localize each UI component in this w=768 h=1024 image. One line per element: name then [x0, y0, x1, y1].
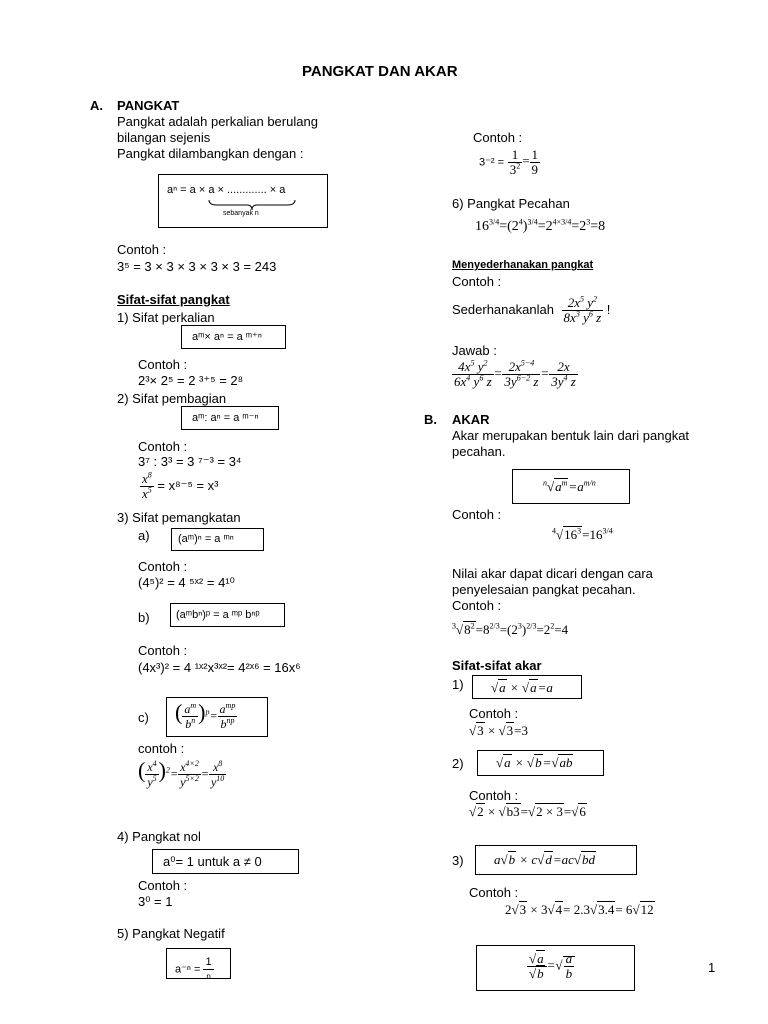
- fraction-denominator: n: [206, 972, 211, 981]
- sifat-pangkat-heading: Sifat-sifat pangkat: [117, 292, 230, 307]
- akar-prop-4-box: [476, 945, 635, 991]
- pangkat-nol-label: 4) Pangkat nol: [117, 829, 201, 844]
- negative-exponent-example: 3⁻² = $\frac{1}{3^2}$ = $\frac{1}{9}$: [479, 147, 539, 177]
- akar-prop-3-formula: a√b × c√d=ac√bd: [494, 852, 596, 867]
- sifat-perkalian-formula: aᵐ× aⁿ = a ᵐ⁺ⁿ: [192, 331, 262, 343]
- contoh-label: Contoh :: [117, 242, 167, 257]
- contoh-label: Contoh :: [452, 598, 502, 613]
- akar-intro-2: pecahan.: [452, 444, 506, 459]
- pangkat-negatif-label: 5) Pangkat Negatif: [117, 926, 225, 941]
- contoh-label: Contoh :: [452, 274, 502, 289]
- contoh-label: Contoh :: [452, 507, 502, 522]
- simplify-question: Sederhanakanlah $\frac{2x^5 y^2}{8x^3 y^6 z}$ !: [452, 294, 611, 325]
- sub-item-b-label: b): [138, 610, 150, 625]
- contoh-label: Contoh :: [138, 643, 188, 658]
- section-a-heading: PANGKAT: [117, 98, 180, 113]
- sifat-pembagian-formula: aᵐ: aⁿ = a ᵐ⁻ⁿ: [192, 412, 259, 424]
- pemangkatan-c-formula: ( $\frac{a^m}{b^n}$ )$^p$= $a^{mp}$ $b^{np}$: [175, 699, 236, 731]
- pangkat-pecahan-example: $16^{3/4}=(2^4)^{3/4}=2^{4\times 3/4}=2^3=8$: [475, 217, 606, 234]
- example-formula: 2³× 2⁵ = 2 ³⁺⁵ = 2⁸: [138, 373, 244, 388]
- negative-exponent-lhs: 3⁻² =: [479, 156, 505, 169]
- brace-label: sebanyak n: [223, 210, 259, 217]
- fraction-numerator: 1: [205, 956, 212, 968]
- fraction-x8-x5: $\frac{x^8}{x^5}$ = x⁸⁻⁵ = x³: [142, 470, 219, 501]
- akar-intro-1: Akar merupakan bentuk lain dari pangkat: [452, 428, 690, 443]
- akar-item-1-label: 1): [452, 677, 464, 692]
- pangkat-negatif-lhs: a⁻ⁿ =: [175, 963, 201, 976]
- sifat-pemangkatan-label: 3) Sifat pemangkatan: [117, 510, 241, 525]
- contoh-label: Contoh :: [138, 559, 188, 574]
- nilai-akar-2: penyelesaian pangkat pecahan.: [452, 582, 636, 597]
- akar-definition-formula: $^n√a^m=a^{m/n}$: [543, 478, 596, 494]
- pangkat-intro-1: Pangkat adalah perkalian berulang: [117, 114, 318, 129]
- akar-prop-1-example: √3 × √3=3: [469, 723, 528, 738]
- simplify-text: Sederhanakanlah: [452, 301, 554, 317]
- example-mid: = 2.3: [563, 902, 590, 917]
- example-formula: 3⁰ = 1: [138, 894, 173, 909]
- akar-prop-3-box: [475, 845, 637, 875]
- sifat-akar-heading: Sifat-sifat akar: [452, 658, 542, 673]
- akar-prop-1-formula: √a × √a=a: [491, 680, 553, 695]
- section-a-label: A.: [90, 98, 103, 113]
- example-formula: (4x³)² = 4 ¹ˣ²x³ˣ²= 4²ˣ⁶ = 16x⁶: [138, 660, 301, 675]
- pangkat-pecahan-label: 6) Pangkat Pecahan: [452, 196, 570, 211]
- akar-prop-4-formula: $\frac{√a}{√b}$ =√ $\frac{a}{b}$: [527, 952, 575, 981]
- contoh-label: Contoh :: [469, 788, 519, 803]
- menyederhanakan-heading: Menyederhanakan pangkat: [452, 259, 594, 271]
- page-number: 1: [708, 960, 716, 975]
- jawab-label: Jawab :: [452, 343, 497, 358]
- contoh-label: Contoh :: [138, 878, 188, 893]
- sifat-pembagian-box: [181, 406, 279, 430]
- contoh-label: Contoh :: [469, 706, 519, 721]
- sifat-perkalian-box: [181, 325, 286, 349]
- contoh-label: Contoh :: [469, 885, 519, 900]
- section-b-heading: AKAR: [452, 412, 490, 427]
- akar-item-2-label: 2): [452, 756, 464, 771]
- definition-box: [158, 174, 328, 228]
- pangkat-intro-2: bilangan sejenis: [117, 130, 211, 145]
- contoh-label: contoh :: [138, 741, 185, 756]
- section-b-label: B.: [424, 412, 437, 427]
- akar-definition-box: [512, 469, 630, 504]
- pangkat-nol-formula: a⁰= 1 untuk a ≠ 0: [163, 854, 262, 869]
- akar-prop-2-example: √2 × √b3=√2 × 3=√6: [469, 804, 586, 819]
- contoh-label: Contoh :: [473, 130, 523, 145]
- example-formula: (4⁵)² = 4 ⁵ˣ² = 4¹⁰: [138, 575, 235, 590]
- sifat-pembagian-label: 2) Sifat pembagian: [117, 391, 227, 406]
- example-end: = 6: [615, 902, 633, 917]
- pangkat-intro-3: Pangkat dilambangkan dengan :: [117, 146, 304, 161]
- akar-prop-3-example: 2√3 × 3√4= 2.3√3.4= 6√12: [505, 902, 654, 917]
- definition-formula: aⁿ = a × a × ............. × a: [167, 184, 286, 196]
- sifat-perkalian-label: 1) Sifat perkalian: [117, 310, 215, 325]
- contoh-label: Contoh :: [138, 439, 188, 454]
- pemangkatan-c-example: ( $\frac{x^4}{y^5}$ )$^2$= $\frac{x^{4\times 2}}{y^{5\times 2}}$ = $\frac{x^8}{y^{10}}$: [138, 757, 225, 789]
- akar-prop-2-formula: √a × √b=√ab: [496, 755, 573, 770]
- contoh-label: Contoh :: [138, 357, 188, 372]
- example-formula: 3⁷ : 3³ = 3 ⁷⁻³ = 3⁴: [138, 454, 242, 469]
- akar-prop-1-box: [472, 675, 582, 699]
- pangkat-nol-box: [152, 849, 299, 874]
- akar-item-3-label: 3): [452, 853, 464, 868]
- nilai-akar-1: Nilai akar dapat dicari dengan cara: [452, 566, 653, 581]
- akar-example-1: $^4√16^3=16^{3/4}$: [552, 526, 613, 542]
- page-title: PANGKAT DAN AKAR: [302, 63, 458, 80]
- fraction-result: = x⁸⁻⁵ = x³: [157, 477, 219, 493]
- pemangkatan-c-box: [166, 697, 268, 737]
- simplify-answer: $\frac{4x^5 y^2}{6x^4 y^6 z}$ = $\frac{2x^{5-4}}{3y^{6-2} z}$ = $\frac{2x}{3y^4 z}$: [454, 358, 576, 389]
- akar-prop-2-box: [477, 750, 604, 776]
- example-formula: 3⁵ = 3 × 3 × 3 × 3 × 3 = 243: [117, 259, 277, 274]
- akar-example-2: $^3√8^2=8^{2/3}=(2^3)^{2/3}=2^2=4$: [452, 621, 569, 637]
- simplify-exclamation: !: [606, 301, 611, 317]
- pangkat-negatif-box: [166, 948, 231, 979]
- sub-item-c-label: c): [138, 710, 149, 725]
- pangkat-negatif-formula: [175, 955, 214, 984]
- pemangkatan-a-formula: (aᵐ)ⁿ = a ᵐⁿ: [178, 533, 234, 545]
- sub-item-a-label: a): [138, 528, 150, 543]
- pemangkatan-b-box: [170, 603, 285, 627]
- pemangkatan-a-box: [171, 528, 264, 551]
- pemangkatan-b-formula: (aᵐbⁿ)ᵖ = a ᵐᵖ bⁿᵖ: [176, 609, 260, 621]
